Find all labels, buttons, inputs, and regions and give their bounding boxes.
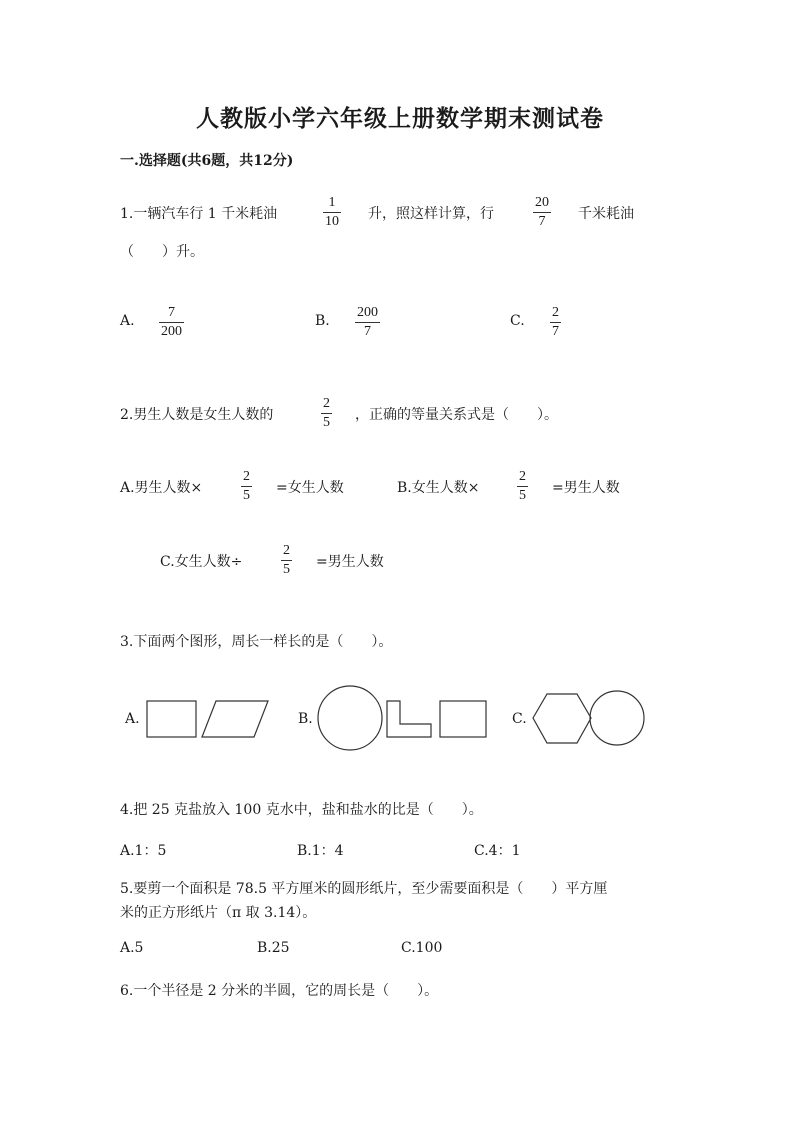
q1-text-part1: 1.一辆汽车行 1 千米耗油 <box>120 206 278 222</box>
q2-option-c-tail: =男生人数 <box>316 554 384 570</box>
q4-text: 4.把 25 克盐放入 100 克水中，盐和盐水的比是（ ）。 <box>120 802 483 818</box>
q3-option-b-rectangle <box>440 701 486 737</box>
q1-option-a-label[interactable]: A. <box>120 313 135 329</box>
q3-option-a-rectangle <box>147 701 196 737</box>
q3-option-b-label[interactable]: B. <box>298 711 313 727</box>
numerator: 7 <box>168 305 175 320</box>
q4-option-b[interactable]: B.1：4 <box>297 843 344 859</box>
denominator: 5 <box>323 415 330 430</box>
q5-option-b[interactable]: B.25 <box>257 940 290 956</box>
numerator: 2 <box>519 469 526 484</box>
numerator: 2 <box>552 305 559 320</box>
denominator: 200 <box>161 324 182 339</box>
q2-option-b-text[interactable]: B.女生人数× <box>397 480 480 496</box>
denominator: 5 <box>519 488 526 503</box>
q1-fraction-1-denominator: 10 <box>325 214 339 229</box>
q2-option-a-text[interactable]: A.男生人数× <box>120 480 203 496</box>
q1-text-part3: 千米耗油 <box>578 206 634 222</box>
numerator: 200 <box>357 305 378 320</box>
q2-option-c-text[interactable]: C.女生人数÷ <box>160 554 243 570</box>
q3-option-c-hexagon <box>533 694 591 743</box>
denominator: 7 <box>364 324 371 339</box>
q1-fraction-2-numerator: 20 <box>535 195 549 210</box>
q1-text-part4: （ ）升。 <box>120 244 204 260</box>
q2-text-part2: ，正确的等量关系式是（ ）。 <box>355 407 558 423</box>
q3-option-c-label[interactable]: C. <box>512 711 527 727</box>
q5-text-line1: 5.要剪一个面积是 78.5 平方厘米的圆形纸片，至少需要面积是（ ）平方厘 <box>120 881 608 897</box>
q2-text-part1: 2.男生人数是女生人数的 <box>120 407 274 423</box>
denominator: 5 <box>283 562 290 577</box>
denominator: 5 <box>243 488 250 503</box>
numerator: 2 <box>243 469 250 484</box>
q6-text: 6.一个半径是 2 分米的半圆，它的周长是（ ）。 <box>120 983 439 999</box>
q3-option-a-parallelogram <box>202 701 268 737</box>
section-heading: 一.选择题(共6题，共12分) <box>120 153 294 169</box>
q2-option-a-tail: =女生人数 <box>276 480 344 496</box>
q1-option-b-label[interactable]: B. <box>315 313 330 329</box>
numerator: 2 <box>283 543 290 558</box>
q4-option-c[interactable]: C.4：1 <box>474 843 521 859</box>
q3-option-c-circle <box>590 691 644 745</box>
q1-fraction-1-numerator: 1 <box>328 195 336 210</box>
denominator: 7 <box>552 324 559 339</box>
q2-option-b-tail: =男生人数 <box>552 480 620 496</box>
page-title: 人教版小学六年级上册数学期末测试卷 <box>196 105 604 132</box>
q3-option-b-l-shape <box>387 701 431 737</box>
q4-option-a[interactable]: A.1：5 <box>120 843 167 859</box>
q5-option-a[interactable]: A.5 <box>120 940 144 956</box>
q5-option-c[interactable]: C.100 <box>401 940 443 956</box>
q1-option-c-label[interactable]: C. <box>510 313 525 329</box>
q1-fraction-2-denominator: 7 <box>538 214 546 229</box>
q1-text-part2: 升，照这样计算，行 <box>368 206 494 222</box>
q3-option-a-label[interactable]: A. <box>125 711 140 727</box>
q3-text: 3.下面两个图形，周长一样长的是（ ）。 <box>120 634 393 650</box>
q3-option-b-circle <box>318 686 382 750</box>
q5-text-line2: 米的正方形纸片（π 取 3.14）。 <box>120 905 317 921</box>
numerator: 2 <box>323 396 330 411</box>
